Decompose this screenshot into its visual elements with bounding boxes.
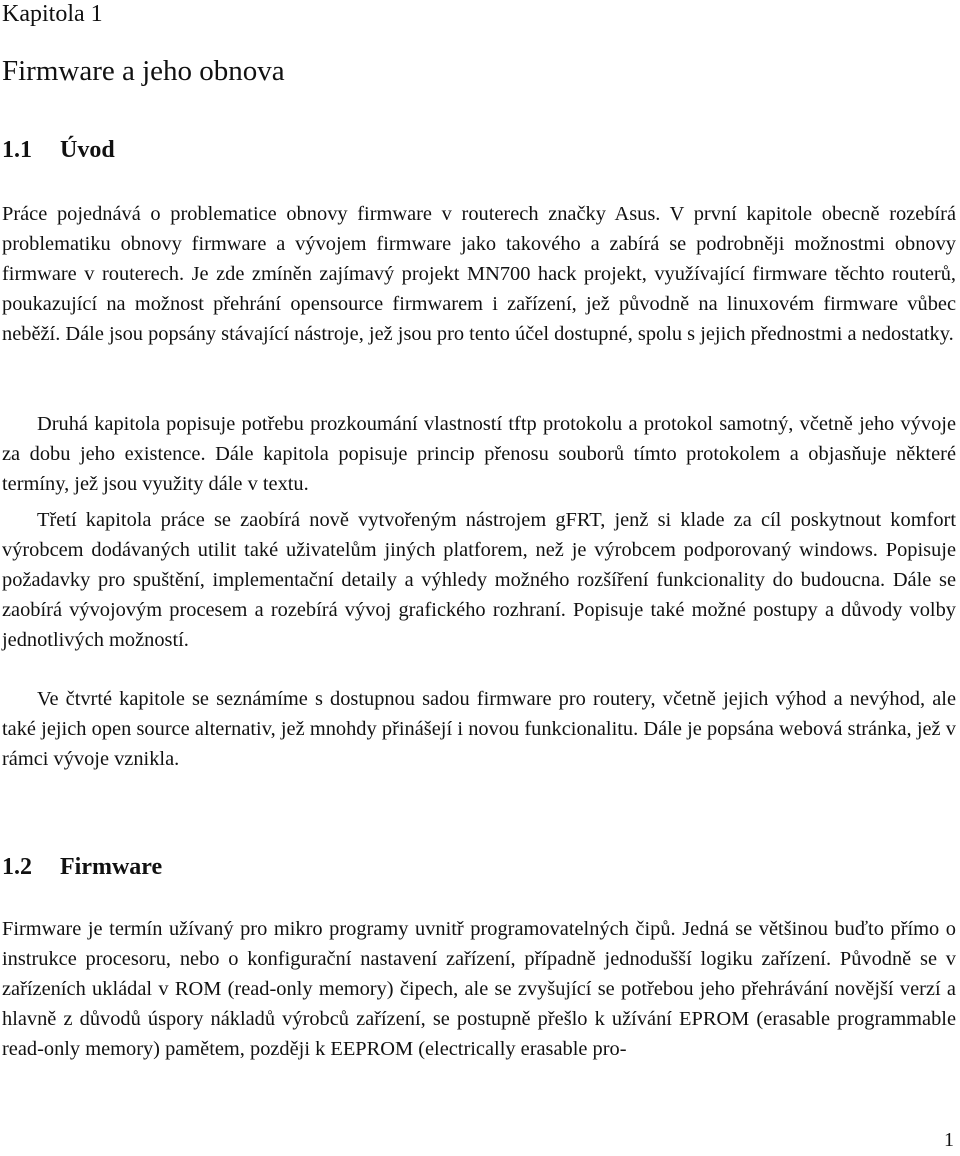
section-number: 1.1 xyxy=(2,137,32,163)
section-heading-firmware xyxy=(2,853,162,881)
section-title: Úvod xyxy=(60,137,115,163)
chapter-label: Kapitola 1 xyxy=(2,1,103,27)
paragraph-second-chapter: Druhá kapitola popisuje potřebu prozkoumání vlastností tftp protokolu a protokol samotný, včetně jeho vývoje za dobu jeho existence. Dále kapitola popisuje princip přenosu souborů tímto protokolem a objasňuje některé termíny, jež jsou využity dále v textu. xyxy=(2,413,956,495)
section-heading-uvod xyxy=(2,136,115,164)
paragraph-fourth-chapter: Ve čtvrté kapitole se seznámíme s dostupnou sadou firmware pro routery, včetně jejich výhod a nevýhod, ale také jejich open source alternativ, jež mnohdy přinášejí i novou funkcionalitu. Dále je popsána webová stránka, jež v rámci vývoje vznikla. xyxy=(2,688,956,770)
section-title: Firmware xyxy=(60,854,163,880)
paragraph-third-chapter: Třetí kapitola práce se zaobírá nově vytvořeným nástrojem gFRT, jenž si klade za cíl poskytnout komfort výrobcem dodávaných utilit také uživatelům jiných platforem, než je výrobcem podporovaný windows. Popisuje požadavky pro spuštění, implementační detaily a výhledy možného rozšíření funkcionality do budoucna. Dále se zaobírá vývojovým procesem a rozebírá vývoj grafického rozhraní. Popisuje také možné postupy a důvody volby jednotlivých možností. xyxy=(2,509,956,651)
section-number: 1.2 xyxy=(2,854,32,880)
chapter-title: Firmware a jeho obnova xyxy=(2,55,285,87)
paragraph-intro: Práce pojednává o problematice obnovy firmware v routerech značky Asus. V první kapitole obecně rozebírá problematiku obnovy firmware a vývojem firmware jako takového a zabírá se podrobněji možnostmi obnovy firmware v routerech. Je zde zmíněn zajímavý projekt MN700 hack projekt, využívající firmware těchto routerů, poukazující na možnost přehrání opensource firmwarem i zařízení, jež původně na linuxovém firmware vůbec neběží. Dále jsou popsány stávající nástroje, jež jsou pro tento účel dostupné, spolu s jejich přednostmi a nedostatky. xyxy=(2,203,956,345)
paragraph-firmware: Firmware je termín užívaný pro mikro programy uvnitř programovatelných čipů. Jedná se většinou buďto přímo o instrukce procesoru, nebo o konfigurační nastavení zařízení, případně jednodušší logiku zařízení. Původně se v zařízeních ukládal v ROM (read-only memory) čipech, ale se zvyšující se potřebou jeho přehrávání novější verzí a hlavně z důvodů úspory nákladů výrobců zařízení, se postupně přešlo k užívání EPROM (erasable programmable read-only memory) pamětem, později k EEPROM (electrically erasable pro- xyxy=(2,918,956,1060)
page-number: 1 xyxy=(944,1129,954,1151)
